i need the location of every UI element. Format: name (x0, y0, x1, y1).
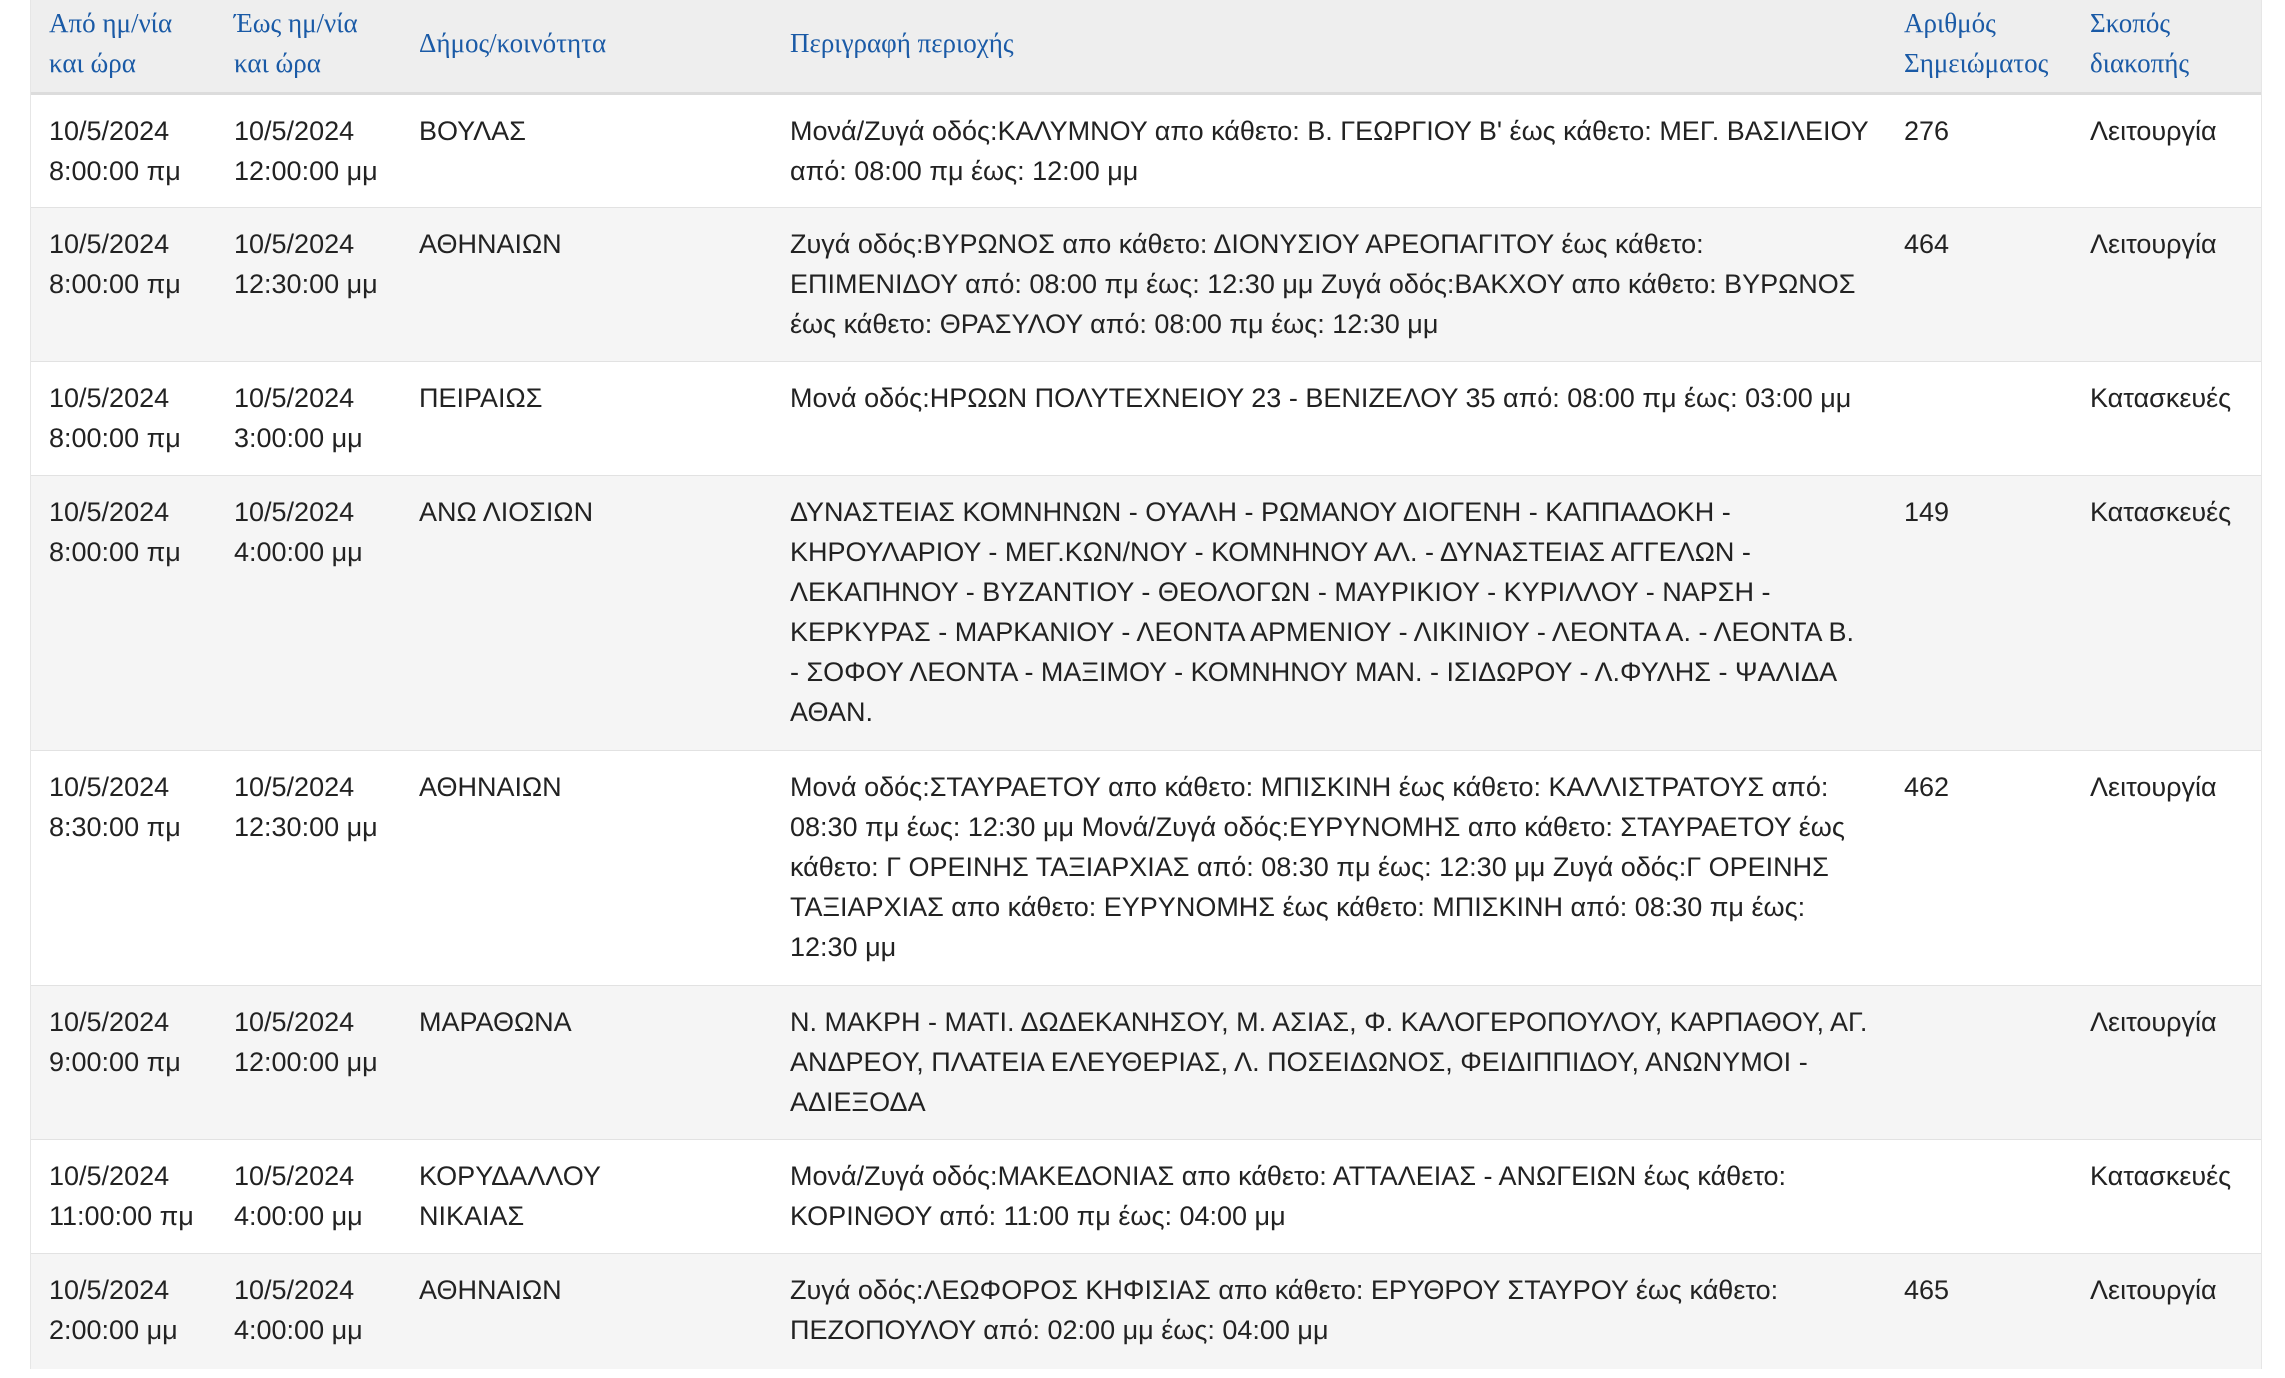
header-to-datetime[interactable]: Έως ημ/νία και ώρα (216, 0, 401, 93)
note-number-cell: 464 (1886, 207, 2072, 361)
to-time: 4:00:00 μμ (234, 1314, 363, 1345)
from-datetime-cell (31, 985, 216, 1139)
to-time: 12:00:00 μμ (234, 155, 378, 186)
from-date: 10/5/2024 (49, 496, 170, 527)
to-datetime-cell (216, 361, 401, 475)
to-datetime-cell (216, 985, 401, 1139)
area-description-cell: ΔΥΝΑΣΤΕΙΑΣ ΚΟΜΝΗΝΩΝ - ΟΥΑΛΗ - ΡΩΜΑΝΟΥ ΔΙΟΓΕΝΗ - ΚΑΠΠΑΔΟΚΗ - ΚΗΡΟΥΛΑΡΙΟΥ - ΜΕΓ.ΚΩΝ/ΝΟΥ - ΚΟΜΝΗΝΟΥ ΑΛ. - ΔΥΝΑΣΤΕΙΑΣ ΑΓΓΕΛΩΝ - ΛΕΚΑΠΗΝΟΥ - ΒΥΖΑΝΤΙΟΥ - ΘΕΟΛΟΓΩΝ - ΜΑΥΡΙΚΙΟΥ - ΚΥΡΙΛΛΟΥ - ΝΑΡΣΗ - ΚΕΡΚΥΡΑΣ - ΜΑΡΚΑΝΙΟΥ - ΛΕΟΝΤΑ ΑΡΜΕΝΙΟΥ - ΛΙΚΙΝΙΟΥ - ΛΕΟΝΤΑ Α. - ΛΕΟΝΤΑ Β. - ΣΟΦΟΥ ΛΕΟΝΤΑ - ΜΑΞΙΜΟΥ - ΚΟΜΝΗΝΟΥ ΜΑΝ. - ΙΣΙΔΩΡΟΥ - Λ.ΦΥΛΗΣ - ΨΑΛΙΔΑ ΑΘΑΝ. (772, 475, 1886, 750)
municipality-cell (401, 985, 772, 1139)
table-row (31, 93, 2261, 207)
from-date: 10/5/2024 (49, 1160, 170, 1191)
from-datetime-cell (31, 93, 216, 207)
municipality-cell (401, 361, 772, 475)
from-date: 10/5/2024 (49, 1274, 170, 1305)
municipality-name: ΝΙΚΑΙΑΣ (419, 1200, 525, 1231)
from-date: 10/5/2024 (49, 382, 170, 413)
header-row (31, 0, 2261, 93)
from-time: 8:00:00 πμ (49, 155, 181, 186)
municipality-name: ΑΝΩ ΛΙΟΣΙΩΝ (419, 496, 594, 527)
from-time: 9:00:00 πμ (49, 1046, 181, 1077)
outage-purpose-cell: Λειτουργία (2072, 985, 2261, 1139)
area-description-cell: Μονά/Ζυγά οδός:ΚΑΛΥΜΝΟΥ απο κάθετο: Β. ΓΕΩΡΓΙΟΥ Β' έως κάθετο: ΜΕΓ. ΒΑΣΙΛΕΙΟΥ από: 08:00 πμ έως: 12:00 μμ (772, 93, 1886, 207)
to-date: 10/5/2024 (234, 1274, 355, 1305)
municipality-cell (401, 750, 772, 985)
outage-purpose-cell: Κατασκευές (2072, 475, 2261, 750)
from-time: 11:00:00 πμ (49, 1200, 194, 1231)
table-row (31, 1253, 2261, 1369)
table-row (31, 361, 2261, 475)
outage-purpose-cell: Λειτουργία (2072, 93, 2261, 207)
from-date: 10/5/2024 (49, 115, 170, 146)
from-date: 10/5/2024 (49, 771, 170, 802)
municipality-cell (401, 207, 772, 361)
table-row (31, 475, 2261, 750)
from-time: 8:00:00 πμ (49, 536, 181, 567)
note-number-cell (1886, 1139, 2072, 1253)
from-datetime-cell (31, 750, 216, 985)
area-description-cell: Μονά οδός:ΗΡΩΩΝ ΠΟΛΥΤΕΧΝΕΙΟΥ 23 - ΒΕΝΙΖΕΛΟΥ 35 από: 08:00 πμ έως: 03:00 μμ (772, 361, 1886, 475)
outage-purpose-cell: Λειτουργία (2072, 1253, 2261, 1369)
to-datetime-cell (216, 1139, 401, 1253)
from-time: 8:00:00 πμ (49, 268, 181, 299)
area-description-cell: Μονά/Ζυγά οδός:ΜΑΚΕΔΟΝΙΑΣ απο κάθετο: ΑΤΤΑΛΕΙΑΣ - ΑΝΩΓΕΙΩΝ έως κάθετο: ΚΟΡΙΝΘΟΥ από: 11:00 πμ έως: 04:00 μμ (772, 1139, 1886, 1253)
table-body (31, 93, 2261, 1369)
header-from-datetime[interactable]: Από ημ/νία και ώρα (31, 0, 216, 93)
to-datetime-cell (216, 93, 401, 207)
from-datetime-cell (31, 207, 216, 361)
note-number-cell (1886, 361, 2072, 475)
municipality-name: ΑΘΗΝΑΙΩΝ (419, 228, 562, 259)
to-datetime-cell (216, 750, 401, 985)
from-date: 10/5/2024 (49, 228, 170, 259)
outage-table (31, 0, 2261, 1369)
to-datetime-cell (216, 1253, 401, 1369)
table-header (31, 0, 2261, 93)
table-row (31, 750, 2261, 985)
municipality-name: ΒΟΥΛΑΣ (419, 115, 526, 146)
area-description-cell: Ζυγά οδός:ΛΕΩΦΟΡΟΣ ΚΗΦΙΣΙΑΣ απο κάθετο: ΕΡΥΘΡΟΥ ΣΤΑΥΡΟΥ έως κάθετο: ΠΕΖΟΠΟΥΛΟΥ από: 02:00 μμ έως: 04:00 μμ (772, 1253, 1886, 1369)
note-number-cell: 276 (1886, 93, 2072, 207)
header-municipality[interactable]: Δήμος/κοινότητα (401, 0, 772, 93)
to-date: 10/5/2024 (234, 496, 355, 527)
from-time: 8:30:00 πμ (49, 811, 181, 842)
table-row (31, 985, 2261, 1139)
note-number-cell: 149 (1886, 475, 2072, 750)
to-date: 10/5/2024 (234, 1160, 355, 1191)
from-time: 8:00:00 πμ (49, 422, 181, 453)
to-date: 10/5/2024 (234, 382, 355, 413)
outage-purpose-cell: Λειτουργία (2072, 750, 2261, 985)
header-note-number[interactable]: Αριθμός Σημειώματος (1886, 0, 2072, 93)
area-description-cell: Ν. ΜΑΚΡΗ - ΜΑΤΙ. ΔΩΔΕΚΑΝΗΣΟΥ, Μ. ΑΣΙΑΣ, Φ. ΚΑΛΟΓΕΡΟΠΟΥΛΟΥ, ΚΑΡΠΑΘΟΥ, ΑΓ. ΑΝΔΡΕΟΥ, ΠΛΑΤΕΙΑ ΕΛΕΥΘΕΡΙΑΣ, Λ. ΠΟΣΕΙΔΩΝΟΣ, ΦΕΙΔΙΠΠΙΔΟΥ, ΑΝΩΝΥΜΟΙ - ΑΔΙΕΞΟΔΑ (772, 985, 1886, 1139)
note-number-cell (1886, 985, 2072, 1139)
area-description-cell: Μονά οδός:ΣΤΑΥΡΑΕΤΟΥ απο κάθετο: ΜΠΙΣΚΙΝΗ έως κάθετο: ΚΑΛΛΙΣΤΡΑΤΟΥΣ από: 08:30 πμ έως: 12:30 μμ Μονά/Ζυγά οδός:ΕΥΡΥΝΟΜΗΣ απο κάθετο: ΣΤΑΥΡΑΕΤΟΥ έως κάθετο: Γ ΟΡΕΙΝΗΣ ΤΑΞΙΑΡΧΙΑΣ από: 08:30 πμ έως: 12:30 μμ Ζυγά οδός:Γ ΟΡΕΙΝΗΣ ΤΑΞΙΑΡΧΙΑΣ απο κάθετο: ΕΥΡΥΝΟΜΗΣ έως κάθετο: ΜΠΙΣΚΙΝΗ από: 08:30 πμ έως: 12:30 μμ (772, 750, 1886, 985)
to-time: 12:30:00 μμ (234, 268, 378, 299)
outage-table-container (30, 0, 2262, 1369)
to-date: 10/5/2024 (234, 228, 355, 259)
municipality-cell (401, 475, 772, 750)
note-number-cell: 465 (1886, 1253, 2072, 1369)
to-time: 4:00:00 μμ (234, 1200, 363, 1231)
area-description-cell: Ζυγά οδός:ΒΥΡΩΝΟΣ απο κάθετο: ΔΙΟΝΥΣΙΟΥ ΑΡΕΟΠΑΓΙΤΟΥ έως κάθετο: ΕΠΙΜΕΝΙΔΟΥ από: 08:00 πμ έως: 12:30 μμ Ζυγά οδός:ΒΑΚΧΟΥ απο κάθετο: ΒΥΡΩΝΟΣ έως κάθετο: ΘΡΑΣΥΛΟΥ από: 08:00 πμ έως: 12:30 μμ (772, 207, 1886, 361)
municipality-name: ΑΘΗΝΑΙΩΝ (419, 771, 562, 802)
to-datetime-cell (216, 207, 401, 361)
to-time: 12:30:00 μμ (234, 811, 378, 842)
to-time: 3:00:00 μμ (234, 422, 363, 453)
to-time: 12:00:00 μμ (234, 1046, 378, 1077)
header-area-description[interactable]: Περιγραφή περιοχής (772, 0, 1886, 93)
to-date: 10/5/2024 (234, 771, 355, 802)
from-time: 2:00:00 μμ (49, 1314, 178, 1345)
municipality-name: ΑΘΗΝΑΙΩΝ (419, 1274, 562, 1305)
table-row (31, 1139, 2261, 1253)
from-datetime-cell (31, 475, 216, 750)
to-time: 4:00:00 μμ (234, 536, 363, 567)
municipality-name: ΠΕΙΡΑΙΩΣ (419, 382, 543, 413)
to-date: 10/5/2024 (234, 115, 355, 146)
from-datetime-cell (31, 361, 216, 475)
municipality-name: ΚΟΡΥΔΑΛΛΟΥ (419, 1160, 601, 1191)
note-number-cell: 462 (1886, 750, 2072, 985)
table-row (31, 207, 2261, 361)
municipality-cell (401, 1253, 772, 1369)
municipality-cell (401, 1139, 772, 1253)
from-datetime-cell (31, 1139, 216, 1253)
from-date: 10/5/2024 (49, 1006, 170, 1037)
outage-purpose-cell: Κατασκευές (2072, 1139, 2261, 1253)
municipality-cell (401, 93, 772, 207)
outage-purpose-cell: Λειτουργία (2072, 207, 2261, 361)
from-datetime-cell (31, 1253, 216, 1369)
to-date: 10/5/2024 (234, 1006, 355, 1037)
municipality-name: ΜΑΡΑΘΩΝΑ (419, 1006, 572, 1037)
header-outage-purpose[interactable]: Σκοπός διακοπής (2072, 0, 2261, 93)
to-datetime-cell (216, 475, 401, 750)
outage-purpose-cell: Κατασκευές (2072, 361, 2261, 475)
